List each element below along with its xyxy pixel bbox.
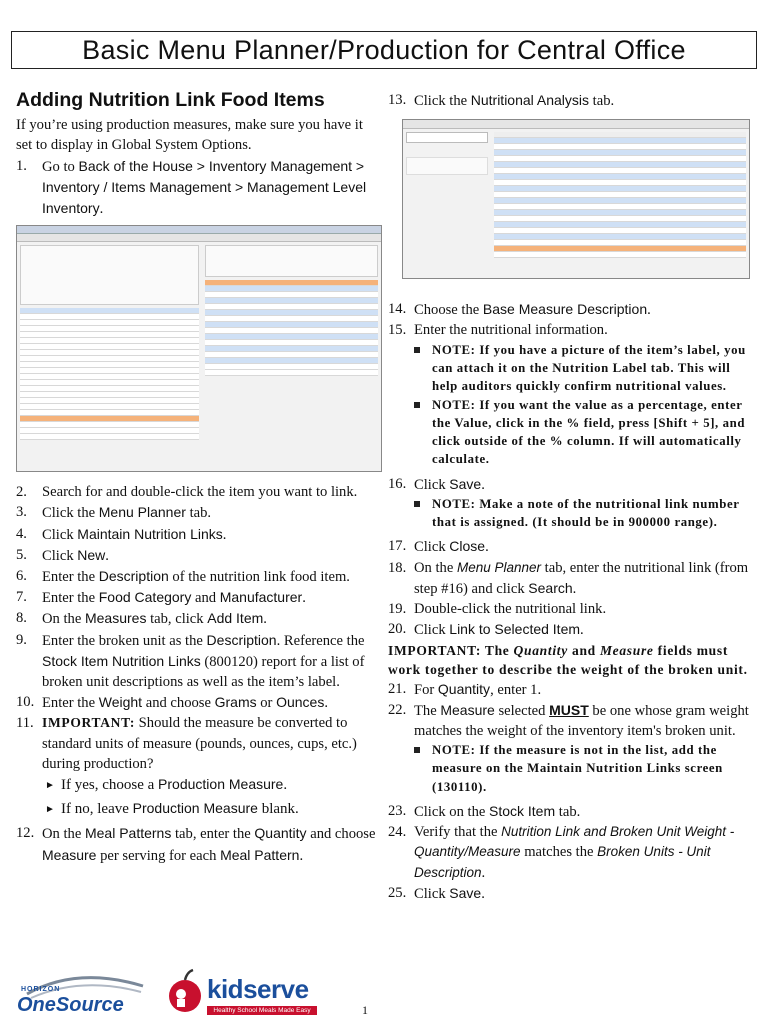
note-link-number: NOTE: Make a note of the nutritional link number that is assigned. (It should be in 900000 range). (388, 495, 758, 532)
step-8: 8. On the Measures tab, click Add Item. (16, 610, 267, 628)
step-4: 4. Click Maintain Nutrition Links. (16, 525, 227, 543)
step-15: 15. Enter the nutritional information. (388, 322, 608, 339)
step-12: 12. On the Meal Patterns tab, enter the Quantity and choose Measure per serving for each Meal Pattern. (16, 825, 376, 864)
step-3: 3. Click the Menu Planner tab. (16, 504, 212, 522)
kidserve-logo: kidserve Healthy School Meals Made Easy (167, 968, 317, 1018)
step-13: 13. Click the Nutritional Analysis tab. (388, 92, 615, 109)
step-18: 18. On the Menu Planner tab, enter the nutritional link (from step #16) and click Search. (388, 559, 749, 597)
right-column (388, 90, 758, 904)
step-20: 20. Click Link to Selected Item. (388, 621, 584, 639)
step-6: 6. Enter the Description of the nutrition link food item. (16, 568, 350, 586)
step-24: 24. Verify that the Nutrition Link and Broken Unit Weight - Quantity/Measure matches the Broken Units - Unit Description. (388, 824, 735, 881)
left-column (16, 90, 381, 866)
page-title: Basic Menu Planner/Production for Central Office (11, 31, 757, 69)
step-14: 14. Choose the Base Measure Description. (388, 301, 651, 319)
nutrition-analysis-screenshot (402, 119, 750, 279)
intro-text: If you’re using production measures, make sure you have it set to display in Global System Options. (16, 117, 363, 154)
step-2: 2. Search for and double-click the item you want to link. (16, 484, 358, 501)
step-10: 10. Enter the Weight and choose Grams or Ounces. (16, 694, 328, 712)
page-number: 1 (362, 1003, 368, 1017)
note-measure: NOTE: If the measure is not in the list, add the measure on the Maintain Nutrition Links screen (130110). (388, 741, 758, 796)
step-21: 21. For Quantity, enter 1. (388, 680, 542, 698)
important-note: IMPORTANT: The Quantity and Measure fields must work together to describe the weight of the broken unit. (388, 642, 748, 677)
step-1: 1. Go to Back of the House > Inventory Management > Inventory / Items Management > Management Level Inventory. (16, 157, 367, 218)
note-percentage: NOTE: If you want the value as a percentage, enter the Value, click in the % field, press [Shift + 5], and click outside of the % column. If will automatically calculate. (388, 396, 758, 469)
step-25: 25. Click Save. (388, 884, 485, 902)
section-heading: Adding Nutrition Link Food Items (16, 89, 325, 111)
step-19: 19. Double-click the nutritional link. (388, 601, 607, 618)
step-16: 16. Click Save. (388, 475, 485, 493)
step-9: 9. Enter the broken unit as the Description. Reference the Stock Item Nutrition Links (800120) report for a list of broken unit descriptions as well as the item’s label. (16, 631, 365, 691)
step-11-yes: ► If yes, choose a Production Measure. (45, 776, 288, 794)
inventory-screenshot (16, 225, 382, 472)
step-5: 5. Click New. (16, 546, 109, 564)
note-label-picture: NOTE: If you have a picture of the item’s label, you can attach it on the Nutrition Label tab. This will help auditors quickly confirm nutritional values. (388, 341, 758, 396)
apple-icon (167, 968, 203, 1014)
horizon-onesource-logo: HORIZON OneSource (17, 972, 147, 1018)
step-17: 17. Click Close. (388, 538, 489, 556)
step-7: 7. Enter the Food Category and Manufacturer. (16, 589, 306, 607)
step-22: 22. The Measure selected MUST be one whose gram weight matches the weight of the inventory item's broken unit. (388, 701, 749, 739)
step-23: 23. Click on the Stock Item tab. (388, 803, 581, 820)
footer-logos (17, 968, 317, 1018)
step-11-no: ► If no, leave Production Measure blank. (45, 800, 299, 818)
step-11: 11. IMPORTANT: Should the measure be converted to standard units of measure (pounds, ounces, cups, etc.) during production? (16, 715, 357, 772)
